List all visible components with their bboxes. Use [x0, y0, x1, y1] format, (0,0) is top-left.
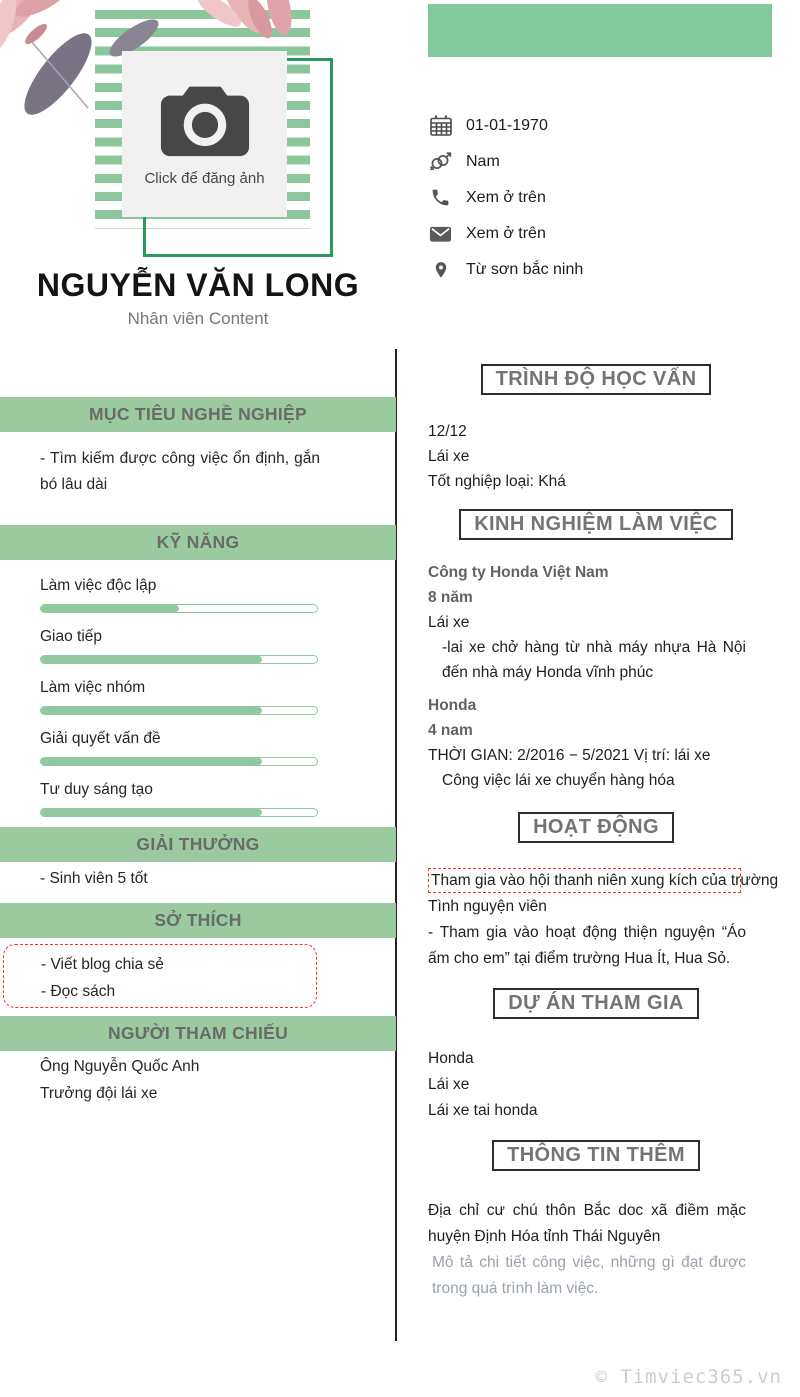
section-header-skills: KỸ NĂNG [0, 525, 396, 560]
education-block[interactable] [428, 419, 746, 494]
phone-value: Xem ở trên [466, 188, 546, 206]
section-header-activities: HOẠT ĐỘNG [428, 812, 764, 843]
skill-bar [40, 808, 318, 817]
location-icon [428, 259, 453, 281]
skill-bar-fill [41, 707, 262, 714]
gender-icon [428, 150, 453, 174]
skill-bar-fill [41, 656, 262, 663]
skill-bar-fill [41, 605, 179, 612]
skill-bar [40, 655, 318, 664]
experience-description: Công việc lái xe chuyển hàng hóa [442, 772, 675, 789]
birthday-value: 01-01-1970 [466, 116, 548, 134]
project-line: Honda [428, 1050, 474, 1067]
additional-block[interactable] [428, 1198, 746, 1302]
reference-block[interactable] [40, 1053, 330, 1107]
section-header-hobbies: SỞ THÍCH [0, 903, 396, 938]
skill-item [40, 627, 318, 664]
skills-list [40, 576, 318, 831]
experience-duration: 8 năm [428, 589, 473, 606]
additional-address: Địa chỉ cư chú thôn Bắc doc xã điềm mặc huyện Định Hóa tỉnh Thái Nguyên [428, 1202, 746, 1245]
section-header-awards: GIẢI THƯỞNG [0, 827, 396, 862]
experience-position: Lái xe [428, 614, 470, 631]
experience-company: Công ty Honda Việt Nam [428, 564, 609, 581]
additional-placeholder: Mô tả chi tiết công việc, những gì đạt được trong quá trình làm việc. [432, 1254, 746, 1297]
header-green-bar [428, 4, 772, 57]
skill-item [40, 576, 318, 613]
skill-item [40, 678, 318, 715]
section-header-references: NGƯỜI THAM CHIẾU [0, 1016, 396, 1051]
reference-name: Ông Nguyễn Quốc Anh [40, 1058, 200, 1075]
gender-value: Nam [466, 152, 500, 170]
skill-item [40, 780, 318, 817]
education-line: 12/12 [428, 423, 467, 440]
experience-description: -lai xe chở hàng từ nhà máy nhựa Hà Nội đến nhà máy Honda vĩnh phúc [442, 639, 746, 681]
section-header-projects: DỰ ÁN THAM GIA [428, 988, 764, 1019]
phone-icon [428, 187, 453, 208]
project-line: Lái xe [428, 1076, 470, 1093]
hobby-line: - Đọc sách [41, 983, 116, 1000]
section-header-additional: THÔNG TIN THÊM [428, 1140, 764, 1171]
experience-company: Honda [428, 697, 477, 714]
skill-item [40, 729, 318, 766]
contact-row-phone [428, 186, 772, 209]
skill-label: Tư duy sáng tạo [40, 781, 153, 798]
education-line: Lái xe [428, 448, 470, 465]
experience-position: THỜI GIAN: 2/2016 − 5/2021 Vị trí: lái xe [428, 747, 711, 764]
email-value: Xem ở trên [466, 224, 546, 242]
section-header-education: TRÌNH ĐỘ HỌC VẤN [428, 364, 764, 395]
activities-selected-field[interactable]: Tham gia vào hội thanh niên xung kích của trường [428, 868, 741, 893]
experience-entry[interactable] [428, 560, 746, 685]
skill-bar-fill [41, 809, 262, 816]
email-icon [428, 224, 453, 244]
section-header-objective: MỤC TIÊU NGHỀ NGHIỆP [0, 397, 396, 432]
hobbies-selected-field[interactable] [3, 944, 317, 1008]
address-value: Từ sơn bắc ninh [466, 260, 584, 278]
candidate-name: NGUYỄN VĂN LONG [36, 267, 360, 303]
project-line: Lái xe tai honda [428, 1102, 538, 1119]
skill-label: Làm việc nhóm [40, 679, 146, 696]
skill-label: Giải quyết vấn đề [40, 730, 161, 747]
projects-block[interactable] [428, 1046, 746, 1124]
skill-label: Giao tiếp [40, 628, 103, 645]
activity-role: Tình nguyện viên [428, 898, 547, 915]
contact-row-email [428, 222, 772, 245]
skill-bar [40, 706, 318, 715]
section-header-experience: KINH NGHIỆM LÀM VIỆC [428, 509, 764, 540]
skill-label: Làm việc độc lập [40, 577, 157, 594]
reference-title: Trưởng đội lái xe [40, 1085, 158, 1102]
photo-upload-label[interactable]: Click để đăng ảnh [144, 169, 265, 187]
contact-row-address [428, 258, 772, 281]
experience-duration: 4 nam [428, 722, 473, 739]
calendar-icon [428, 114, 453, 138]
contact-info [428, 114, 772, 281]
activity-description: - Tham gia vào hoạt động thiện nguyện “Áo ấm cho em” tại điểm trường Hua Ít, Hua Sỏ. [428, 924, 746, 967]
contact-row-gender [428, 150, 772, 173]
skill-bar [40, 757, 318, 766]
contact-row-birthday [428, 114, 772, 137]
candidate-job-title: Nhân viên Content [127, 309, 269, 328]
experience-entry[interactable] [428, 693, 746, 793]
education-line: Tốt nghiệp loại: Khá [428, 473, 566, 490]
award-text[interactable]: - Sinh viên 5 tốt [40, 870, 148, 887]
photo-upload-area[interactable] [122, 51, 287, 217]
camera-icon [157, 82, 253, 160]
hobby-line: - Viết blog chia sẻ [41, 956, 164, 973]
objective-text[interactable]: - Tìm kiếm được công việc ổn định, gắn bó lâu dài [40, 450, 320, 493]
skill-bar [40, 604, 318, 613]
site-watermark: © Timviec365.vn [595, 1366, 782, 1388]
skill-bar-fill [41, 758, 262, 765]
